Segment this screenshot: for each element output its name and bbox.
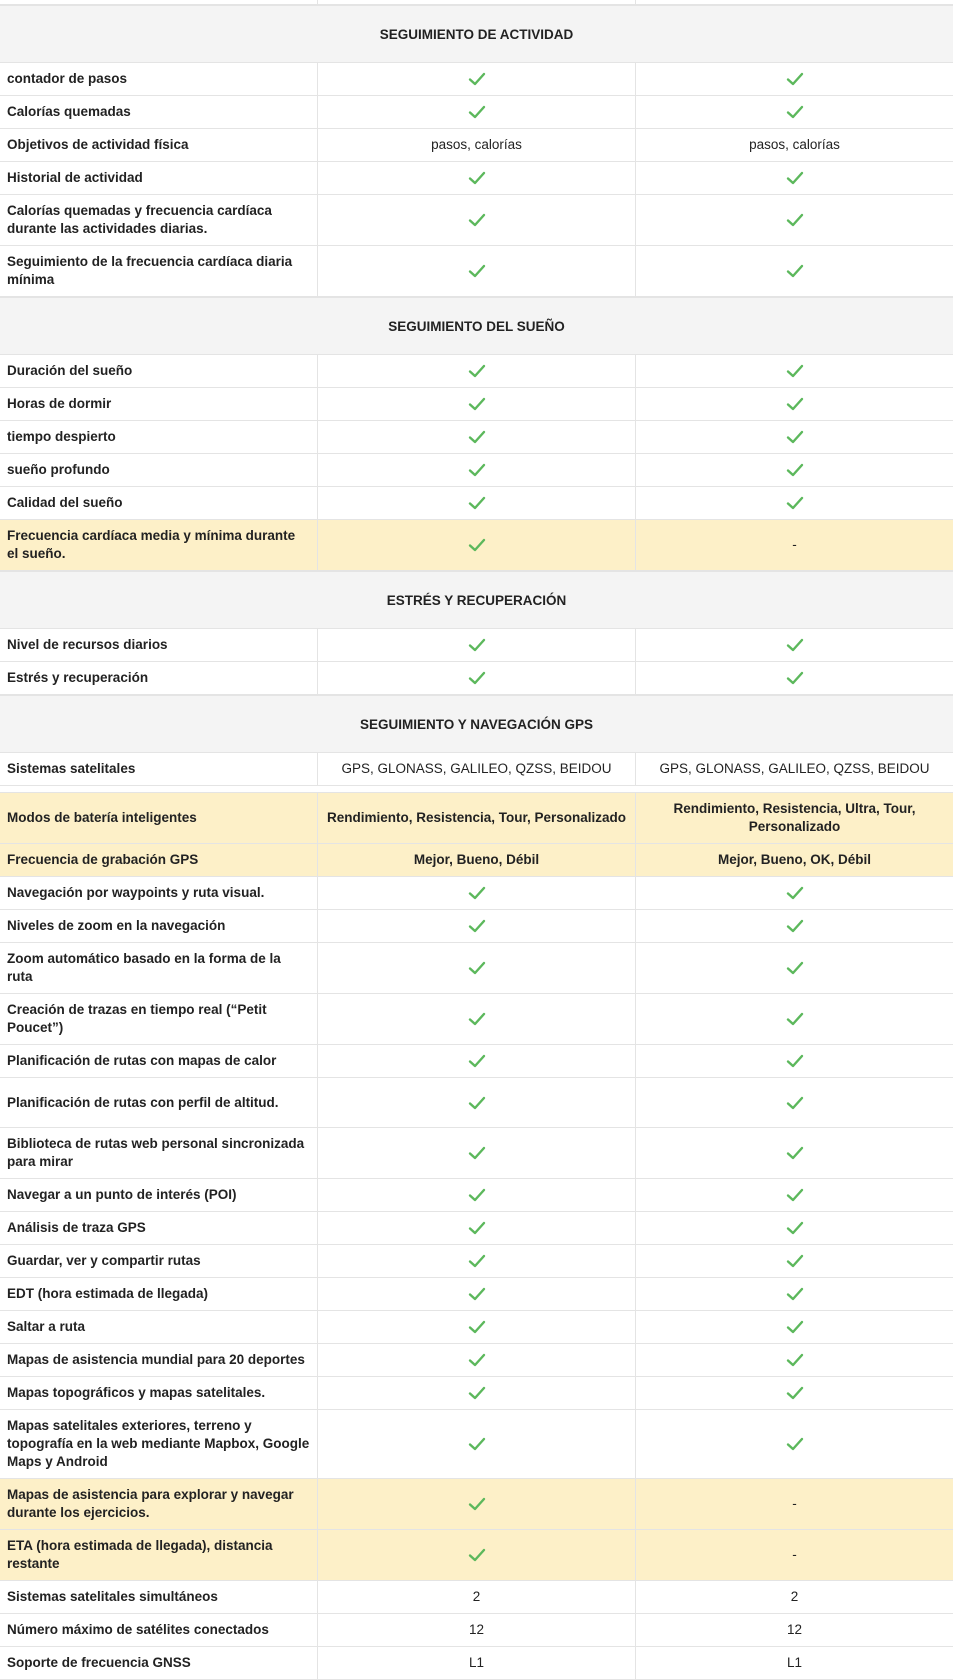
value-cell-text: Mejor, Bueno, Débil [317,844,635,876]
feature-label: Seguimiento de la frecuencia cardíaca diaria mínima [7,254,293,287]
feature-label: sueño profundo [7,462,110,477]
checkmark-icon [786,1221,804,1235]
value-cell-dash: - [635,520,953,570]
feature-label: Número máximo de satélites conectados [7,1622,269,1637]
table-row [0,96,953,129]
value-cell-check [635,1245,953,1277]
checkmark-icon [786,886,804,900]
value-cell-check [317,662,635,694]
value-cell-check [317,421,635,453]
table-row [0,1344,953,1377]
feature-label: Creación de trazas en tiempo real (“Petit Poucet”) [7,1002,267,1035]
feature-label: Calorías quemadas [7,104,131,119]
table-row [0,162,953,195]
value-cell-check [635,63,953,95]
value-cell-text: pasos, calorías [635,129,953,161]
feature-label: Planificación de rutas con perfil de altitud. [7,1094,279,1110]
value-cell-text: 12 [635,1614,953,1646]
value-cell-check [317,877,635,909]
value-cell-check [635,910,953,942]
table-row [0,1045,953,1078]
value-cell-check [317,1128,635,1178]
checkmark-icon [786,1320,804,1334]
checkmark-icon [786,1386,804,1400]
checkmark-icon [468,463,486,477]
table-row [0,1179,953,1212]
value-cell-check [317,910,635,942]
checkmark-icon [468,264,486,278]
value-cell-check [635,1179,953,1211]
value-cell-check [317,1311,635,1343]
value-cell-check [317,487,635,519]
feature-label: Navegar a un punto de interés (POI) [7,1187,237,1202]
value-cell-check [317,1078,635,1127]
feature-label: Objetivos de actividad física [7,137,189,152]
checkmark-icon [468,72,486,86]
checkmark-icon [468,430,486,444]
table-row [0,910,953,943]
table-row [0,1245,953,1278]
checkmark-icon [468,1497,486,1511]
checkmark-icon [468,1353,486,1367]
checkmark-icon [786,496,804,510]
checkmark-icon [468,961,486,975]
checkmark-icon [786,397,804,411]
section-header [0,297,953,355]
checkmark-icon [786,671,804,685]
feature-label: Duración del sueño [7,363,133,378]
feature-label: Planificación de rutas con mapas de calor [7,1053,277,1068]
checkmark-icon [786,1188,804,1202]
value-cell-check [317,1479,635,1529]
table-row [0,487,953,520]
checkmark-icon [468,638,486,652]
section-title: SEGUIMIENTO DE ACTIVIDAD [379,26,574,42]
table-row [0,246,953,297]
section-title: SEGUIMIENTO DEL SUEÑO [388,318,565,334]
checkmark-icon [468,1386,486,1400]
value-cell-check [635,487,953,519]
value-cell-check [317,943,635,993]
value-cell-check [317,1344,635,1376]
feature-label: Sistemas satelitales simultáneos [7,1589,218,1604]
checkmark-icon [468,397,486,411]
value-cell-check [635,994,953,1044]
checkmark-icon [468,1096,486,1110]
value-cell-check [635,877,953,909]
table-row [0,355,953,388]
value-cell-check [317,388,635,420]
checkmark-icon [468,496,486,510]
value-cell-check [317,629,635,661]
feature-label: Frecuencia de grabación GPS [7,852,199,867]
table-row [0,520,953,571]
table-row [0,421,953,454]
table-row [0,1410,953,1479]
table-row [0,662,953,695]
checkmark-icon [468,886,486,900]
table-row [0,793,953,844]
value-cell-check [317,63,635,95]
value-cell-check [317,355,635,387]
feature-label: Soporte de frecuencia GNSS [7,1655,191,1670]
table-row [0,753,953,786]
table-row [0,1278,953,1311]
checkmark-icon [468,1548,486,1562]
checkmark-icon [786,1254,804,1268]
value-cell-check [635,1078,953,1127]
table-row [0,1311,953,1344]
checkmark-icon [786,364,804,378]
value-cell-check [635,388,953,420]
feature-label: Frecuencia cardíaca media y mínima durante el sueño. [7,528,296,561]
table-row [0,1078,953,1128]
checkmark-icon [786,638,804,652]
checkmark-icon [468,1054,486,1068]
value-cell-check [317,195,635,245]
table-row [0,63,953,96]
feature-label: Estrés y recuperación [7,670,149,685]
checkmark-icon [468,1254,486,1268]
value-cell-check [635,96,953,128]
table-row [0,454,953,487]
checkmark-icon [468,105,486,119]
value-cell-check [635,629,953,661]
section-header [0,695,953,753]
value-cell-check [317,1045,635,1077]
table-row [0,844,953,877]
checkmark-icon [468,1146,486,1160]
checkmark-icon [786,463,804,477]
value-cell-check [317,454,635,486]
feature-label: Horas de dormir [7,396,112,411]
feature-label: Mapas satelitales exteriores, terreno y topografía en la web mediante Mapbox, Google Maps y Android [7,1418,310,1469]
value-cell-dash: - [635,1530,953,1580]
value-cell-check [317,1377,635,1409]
row-spacer [0,786,953,793]
feature-label: Zoom automático basado en la forma de la ruta [7,951,281,984]
table-row [0,1530,953,1581]
value-cell-dash: - [635,1479,953,1529]
value-cell-check [317,162,635,194]
checkmark-icon [468,1221,486,1235]
feature-label: Mapas de asistencia para explorar y navegar durante los ejercicios. [7,1487,294,1520]
table-row [0,1581,953,1614]
value-cell-check [635,246,953,296]
feature-label: Historial de actividad [7,170,143,185]
value-cell-check [635,1278,953,1310]
value-cell-check [317,1245,635,1277]
value-cell-check [635,355,953,387]
checkmark-icon [786,72,804,86]
value-cell-text: Mejor, Bueno, OK, Débil [635,844,953,876]
checkmark-icon [786,213,804,227]
feature-label: Navegación por waypoints y ruta visual. [7,885,265,900]
checkmark-icon [786,264,804,278]
table-row [0,994,953,1045]
feature-label: Niveles de zoom en la navegación [7,918,226,933]
table-row [0,195,953,246]
section-title: ESTRÉS Y RECUPERACIÓN [386,592,567,608]
value-cell-text: GPS, GLONASS, GALILEO, QZSS, BEIDOU [635,753,953,785]
value-cell-text: 12 [317,1614,635,1646]
value-cell-check [635,454,953,486]
checkmark-icon [786,961,804,975]
feature-label: EDT (hora estimada de llegada) [7,1286,209,1301]
checkmark-icon [786,171,804,185]
feature-label: tiempo despierto [7,429,116,444]
value-cell-check [635,1377,953,1409]
table-row [0,1128,953,1179]
checkmark-icon [468,171,486,185]
table-row [0,943,953,994]
value-cell-text: L1 [635,1647,953,1679]
table-row [0,877,953,910]
checkmark-icon [786,430,804,444]
value-cell-check [635,1311,953,1343]
value-cell-text: Rendimiento, Resistencia, Ultra, Tour, Personalizado [635,793,953,843]
value-cell-check [317,520,635,570]
feature-label: Sistemas satelitales [7,761,136,776]
checkmark-icon [468,213,486,227]
checkmark-icon [468,1012,486,1026]
table-row [0,1212,953,1245]
checkmark-icon [468,1320,486,1334]
table-row [0,1614,953,1647]
feature-label: Calorías quemadas y frecuencia cardíaca durante las actividades diarias. [7,203,272,236]
value-cell-text: L1 [317,1647,635,1679]
value-cell-check [635,1344,953,1376]
checkmark-icon [786,1437,804,1451]
checkmark-icon [786,1287,804,1301]
value-cell-check [635,943,953,993]
table-row [0,629,953,662]
table-row [0,1647,953,1680]
value-cell-text: 2 [635,1581,953,1613]
feature-label: ETA (hora estimada de llegada), distancia restante [7,1538,273,1571]
feature-label: Nivel de recursos diarios [7,637,168,652]
value-cell-text: 2 [317,1581,635,1613]
value-cell-check [317,246,635,296]
feature-label: Mapas topográficos y mapas satelitales. [7,1385,266,1400]
checkmark-icon [468,671,486,685]
table-row [0,1377,953,1410]
feature-label: Biblioteca de rutas web personal sincronizada para mirar [7,1136,305,1169]
table-row [0,1479,953,1530]
table-row [0,129,953,162]
value-cell-check [317,994,635,1044]
value-cell-check [635,662,953,694]
checkmark-icon [468,364,486,378]
feature-label: contador de pasos [7,71,128,86]
value-cell-check [635,162,953,194]
value-cell-text: GPS, GLONASS, GALILEO, QZSS, BEIDOU [317,753,635,785]
checkmark-icon [468,1437,486,1451]
checkmark-icon [468,1287,486,1301]
section-header [0,571,953,629]
checkmark-icon [786,105,804,119]
feature-label: Modos de batería inteligentes [7,810,197,825]
value-cell-text: pasos, calorías [317,129,635,161]
value-cell-check [317,1530,635,1580]
feature-label: Saltar a ruta [7,1319,86,1334]
value-cell-check [635,1212,953,1244]
value-cell-check [635,1045,953,1077]
value-cell-check [635,421,953,453]
value-cell-check [635,1128,953,1178]
checkmark-icon [786,1012,804,1026]
feature-label: Mapas de asistencia mundial para 20 deportes [7,1352,305,1367]
feature-label: Análisis de traza GPS [7,1220,146,1235]
checkmark-icon [468,1188,486,1202]
value-cell-check [317,96,635,128]
value-cell-check [317,1278,635,1310]
value-cell-check [317,1410,635,1478]
checkmark-icon [786,1054,804,1068]
section-title: SEGUIMIENTO Y NAVEGACIÓN GPS [359,716,594,732]
section-header [0,5,953,63]
checkmark-icon [786,1096,804,1110]
value-cell-check [635,1410,953,1478]
checkmark-icon [468,919,486,933]
value-cell-check [317,1212,635,1244]
checkmark-icon [786,1146,804,1160]
feature-label: Calidad del sueño [7,495,123,510]
checkmark-icon [786,1353,804,1367]
checkmark-icon [786,919,804,933]
value-cell-text: Rendimiento, Resistencia, Tour, Personalizado [317,793,635,843]
checkmark-icon [468,538,486,552]
table-row [0,388,953,421]
value-cell-check [317,1179,635,1211]
feature-label: Guardar, ver y compartir rutas [7,1253,201,1268]
value-cell-check [635,195,953,245]
